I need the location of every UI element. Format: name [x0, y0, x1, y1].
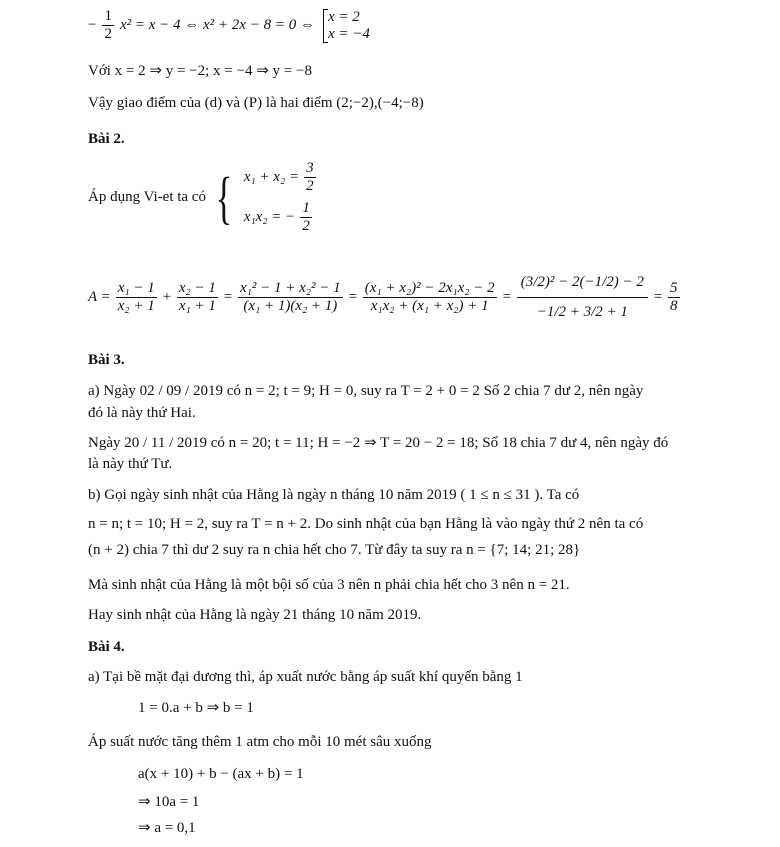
text-line: n = n; t = 10; H = 2, suy ra T = n + 2. Do sinh nhật của bạn Hằng là vào ngày thứ 2 nên ta có [88, 516, 644, 532]
text-line: Hay sinh nhật của Hằng là ngày 21 tháng 10 năm 2019. [88, 607, 422, 623]
equation-line: ⇒ a = 0,1 [138, 820, 196, 836]
fraction [177, 280, 218, 316]
fraction [517, 268, 648, 328]
section-heading: Bài 3. [88, 352, 125, 368]
text-line: đó là này thứ Hai. [88, 405, 196, 421]
section-heading: Bài 4. [88, 639, 125, 655]
equation-system [244, 160, 318, 235]
numerator: 3 [304, 160, 316, 178]
fraction [300, 200, 312, 236]
fraction [668, 280, 680, 316]
fraction [304, 160, 316, 196]
math-text: x² = x − 4 ⇔ x² + 2x − 8 = 0 ⇔ [119, 17, 315, 34]
numerator: x₁² − 1 + x₂² − 1 [238, 280, 343, 298]
case-bracket [323, 9, 370, 43]
numerator: (3/2)² − 2(−1/2) − 2 [517, 268, 648, 298]
text-line: Áp suất nước tăng thêm 1 atm cho mỗi 10 mét sâu xuống [88, 734, 432, 750]
section-heading: Bài 2. [88, 131, 125, 147]
text-line: Với x = 2 ⇒ y = −2; x = −4 ⇒ y = −8 [88, 63, 312, 79]
case-1: x = 2 [327, 8, 360, 25]
brace-icon: { [215, 164, 233, 230]
case-2: x = −4 [327, 25, 370, 42]
text-line: Mà sinh nhật của Hằng là một bội số của 3 nên n phải chia hết cho 3 nên n = 21. [88, 577, 570, 593]
math-text: x₁x₂ = − [243, 208, 296, 225]
math-text: A = [88, 289, 111, 306]
text-line: Vậy giao điểm của (d) và (P) là hai điểm (2;−2),(−4;−8) [88, 95, 424, 111]
fraction [238, 280, 343, 316]
text-line: b) Gọi ngày sinh nhật của Hằng là ngày n tháng 10 năm 2019 ( 1 ≤ n ≤ 31 ). Ta có [88, 487, 580, 503]
equation-line-1 [88, 8, 370, 44]
numerator: 1 [300, 200, 312, 218]
equation-line: 1 = 0.a + b ⇒ b = 1 [138, 700, 254, 716]
math-text: = [347, 289, 358, 306]
denominator: 2 [104, 26, 112, 43]
equation-line: a(x + 10) + b − (ax + b) = 1 [138, 766, 304, 782]
math-text: = [222, 289, 234, 306]
text-line: là này thứ Tư. [88, 456, 173, 472]
equation-line: ⇒ 10a = 1 [138, 794, 200, 810]
fraction [116, 280, 157, 316]
math-text: x₁ + x₂ = [243, 169, 300, 186]
fraction [363, 280, 497, 316]
math-text: + [161, 289, 172, 306]
numerator: 5 [668, 280, 680, 298]
denominator: 2 [302, 217, 310, 234]
A-equation [88, 268, 682, 328]
denominator: 8 [670, 298, 678, 315]
denominator: x₂ + 1 [117, 298, 155, 315]
text: Áp dụng Vi-et ta có [88, 189, 206, 205]
math-text: − [88, 17, 97, 34]
denominator: 2 [306, 178, 314, 195]
numerator: x₂ − 1 [177, 280, 218, 298]
denominator: x₁x₂ + (x₁ + x₂) + 1 [370, 298, 489, 315]
text-line: Ngày 20 / 11 / 2019 có n = 20; t = 11; H = −2 ⇒ T = 20 − 2 = 18; Số 18 chia 7 dư 4, nên ngày đó [88, 435, 669, 451]
vieta-line [88, 160, 318, 235]
text-line: (n + 2) chia 7 thì dư 2 suy ra n chia hết cho 7. Từ đây ta suy ra n = {7; 14; 21; 28} [88, 542, 581, 558]
numerator: 1 [102, 8, 114, 26]
text-line: a) Ngày 02 / 09 / 2019 có n = 2; t = 9; H = 0, suy ra T = 2 + 0 = 2 Số 2 chia 7 dư 2, nên ngày [88, 383, 644, 399]
numerator: x₁ − 1 [116, 280, 157, 298]
math-text: = [652, 289, 664, 306]
text-line: a) Tại bề mặt đại dương thì, áp xuất nước bằng áp suất khí quyển bằng 1 [88, 669, 523, 685]
denominator: x₁ + 1 [178, 298, 216, 315]
math-text: = [501, 289, 512, 306]
numerator: (x₁ + x₂)² − 2x₁x₂ − 2 [363, 280, 497, 298]
fraction [102, 8, 114, 44]
denominator: −1/2 + 3/2 + 1 [536, 304, 628, 321]
denominator: (x₁ + 1)(x₂ + 1) [243, 298, 338, 315]
